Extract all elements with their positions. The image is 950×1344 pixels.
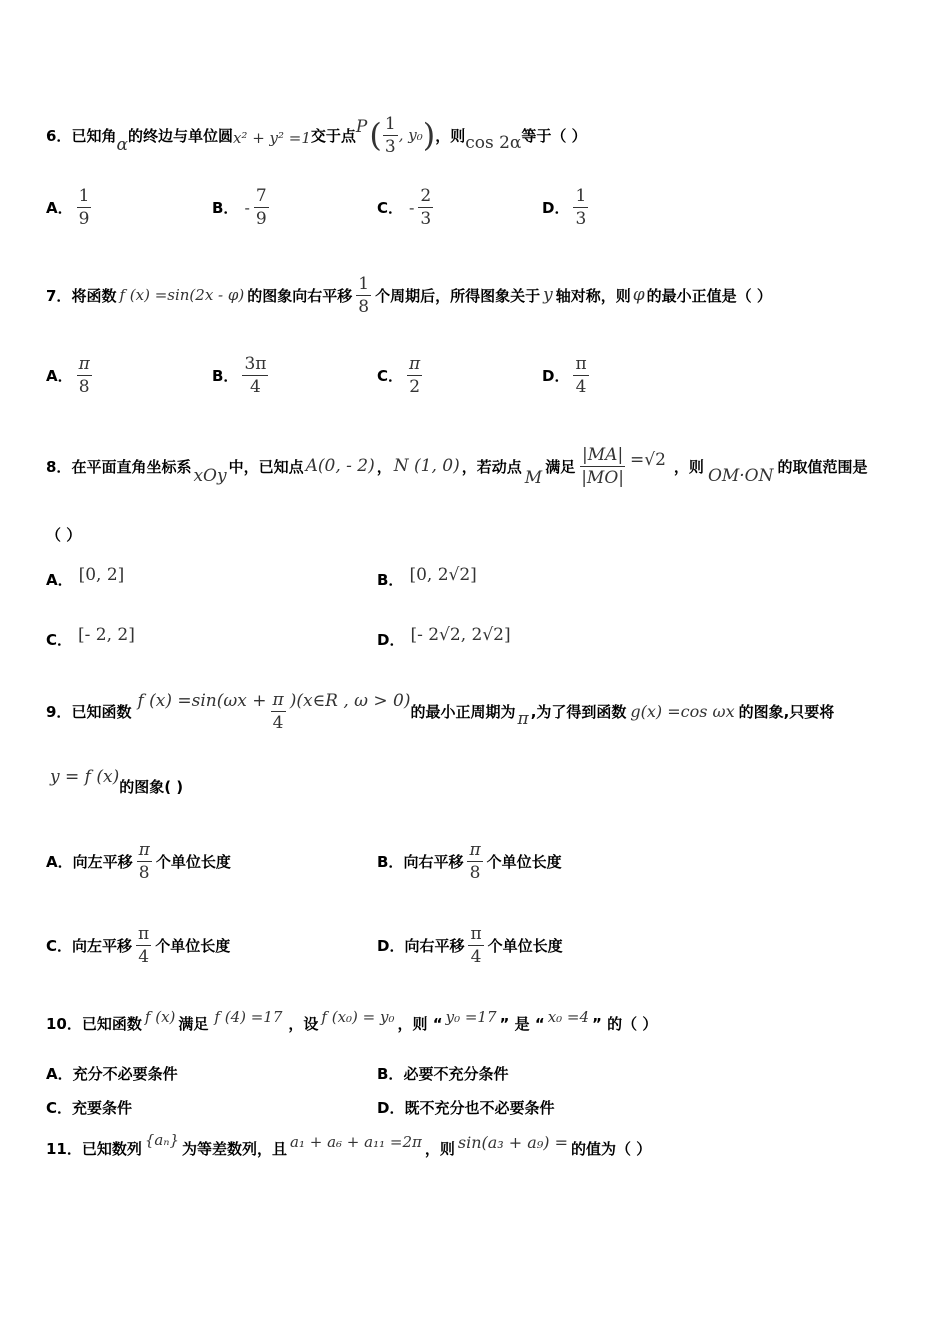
q6-option-c[interactable]: [377, 186, 437, 229]
option-value: [0, 2√2]: [409, 565, 477, 585]
q8-ratio: $\frac{|MA|}{|MO|}$: [581, 444, 625, 488]
q7-option-b[interactable]: [212, 354, 272, 397]
question-11: [46, 1130, 651, 1166]
q6-text-3: 交于点: [310, 126, 356, 145]
q10-x0: x₀ =4: [547, 1008, 590, 1026]
q11-number: 11．: [46, 1139, 82, 1158]
q10-text-6: ” 的（ ）: [592, 1014, 658, 1033]
q7-option-c[interactable]: [377, 354, 426, 397]
option-label: C．: [46, 937, 73, 955]
option-label: C．: [46, 630, 73, 649]
q10-option-a[interactable]: [46, 1063, 178, 1084]
q9-text-3: ,为了得到函数: [530, 702, 627, 721]
option-label: C．: [377, 199, 404, 217]
option-text-1: 向右平移: [403, 853, 464, 871]
question-9: [46, 682, 834, 740]
q8-dot-product: OM·ON: [707, 466, 774, 486]
q7-text-1: 将函数: [71, 286, 117, 305]
option-label: A．: [46, 1065, 73, 1083]
q9-line2-text: 的图象( ): [119, 778, 184, 796]
q9-fraction: $\frac{\pi}{4}$: [272, 689, 284, 733]
q8-text-3: ，若动点: [461, 457, 522, 476]
q6-circle-eq: x² + y² =1: [232, 129, 311, 147]
option-text: 充分不必要条件: [72, 1065, 178, 1083]
option-text-1: 向右平移: [404, 937, 465, 955]
q9-option-b[interactable]: [377, 840, 562, 883]
q10-text-5: ” 是 “: [499, 1014, 545, 1033]
q10-option-c[interactable]: [46, 1097, 132, 1118]
q9-func-b: )(x∈R , ω > 0): [289, 691, 411, 711]
q8-option-c[interactable]: [46, 624, 135, 654]
q10-option-d[interactable]: [377, 1097, 554, 1118]
q6-alpha: α: [116, 135, 128, 155]
q8-m: M: [524, 468, 543, 488]
q8-text-4: 满足: [545, 457, 576, 476]
option-value: [- 2√2, 2√2]: [410, 625, 511, 645]
option-fraction: $\frac{\pi}{4}$: [138, 924, 150, 967]
option-label: B．: [377, 853, 404, 871]
q7-text-4: 轴对称，则: [555, 286, 631, 305]
option-text-2: 个单位长度: [155, 937, 231, 955]
q9-number: 9．: [46, 702, 72, 721]
option-text: 既不充分也不必要条件: [404, 1099, 555, 1117]
option-text-2: 个单位长度: [155, 853, 231, 871]
option-fraction: $\frac{\pi}{8}$: [469, 840, 481, 883]
q8-text-2: 中，已知点: [228, 457, 304, 476]
q10-f4: f (4) =17: [214, 1008, 283, 1026]
q9-text-1: 已知函数: [71, 702, 132, 721]
q7-number: 7．: [46, 286, 72, 305]
option-fraction: $\frac{\pi}{8}$: [78, 354, 90, 397]
q10-y0: y₀ =17: [445, 1008, 497, 1026]
q11-sin: sin(a₃ + a₉) =: [457, 1132, 568, 1152]
option-fraction: $\frac{3\pi}{4}$: [244, 354, 267, 397]
q9-line-2: [46, 766, 184, 797]
q7-option-a[interactable]: [46, 354, 96, 397]
option-text-2: 个单位长度: [487, 937, 563, 955]
q9-text-4: 的图象,只要将: [738, 702, 835, 721]
option-label: C．: [377, 367, 404, 385]
q8-point-n: N (1, 0): [393, 456, 460, 476]
q9-g-function: g(x) =cos ωx: [630, 701, 735, 721]
option-fraction: $\frac{\pi}{4}$: [575, 354, 587, 397]
q9-pi: π: [517, 709, 529, 729]
option-fraction: $\frac{1}{3}$: [575, 186, 587, 229]
q10-text-1: 已知函数: [81, 1014, 142, 1033]
q8-sep: ，: [376, 457, 392, 476]
option-label: D．: [377, 1099, 405, 1117]
q9-option-c[interactable]: [46, 924, 230, 967]
q8-option-a[interactable]: [46, 564, 124, 594]
q9-option-d[interactable]: [377, 924, 563, 967]
option-sign: -: [409, 198, 415, 217]
option-label: D．: [542, 367, 570, 385]
q7-text-2: 的图象向右平移: [247, 286, 353, 305]
option-label: D．: [542, 199, 570, 217]
option-label: A．: [46, 570, 73, 589]
q8-number: 8．: [46, 457, 72, 476]
option-label: B．: [212, 367, 239, 385]
q6-point-p: P: [355, 117, 368, 137]
q10-fx: f (x): [144, 1008, 176, 1026]
q8-text-6: 的取值范围是: [777, 457, 868, 476]
q10-fx0: f (x₀) = y₀: [321, 1008, 395, 1026]
q9-text-2: 的最小正周期为: [410, 702, 516, 721]
q11-sum: a₁ + a₆ + a₁₁ =2π: [290, 1133, 422, 1151]
q7-fraction: $\frac{1}{8}$: [358, 273, 370, 317]
q6-cos2a: cos 2α: [465, 133, 522, 153]
option-fraction: $\frac{\pi}{4}$: [470, 924, 482, 967]
option-fraction: $\frac{\pi}{2}$: [409, 354, 421, 397]
option-label: A．: [46, 367, 73, 385]
q9-option-a[interactable]: [46, 840, 231, 883]
option-label: A．: [46, 853, 73, 871]
q8-point-a: A(0, - 2): [305, 456, 375, 476]
option-label: C．: [46, 1099, 73, 1117]
q11-sequence: {aₙ}: [144, 1131, 179, 1149]
q7-y: y: [543, 285, 553, 305]
q6-option-a[interactable]: [46, 186, 95, 229]
option-text: 必要不充分条件: [403, 1065, 509, 1083]
q9-y-eq-fx: y = f (x): [50, 766, 120, 787]
q11-text-3: ，则: [424, 1139, 455, 1158]
option-value: [- 2, 2]: [78, 625, 135, 645]
option-label: D．: [377, 937, 405, 955]
question-7: [46, 270, 772, 320]
question-10: [46, 1006, 657, 1040]
q10-text-4: ，则 “: [397, 1014, 443, 1033]
q10-number: 10．: [46, 1014, 82, 1033]
option-sign: -: [244, 198, 250, 217]
option-label: B．: [212, 199, 239, 217]
question-6: 6． 已知角 α 的终边与单位圆 x² + y² =1 交于点 P ( $\frac{1}{3}$ , y₀ ) ，则 cos 2α 等于（ ）: [46, 113, 587, 157]
q6-point-fraction: $\frac{1}{3}$: [384, 113, 396, 157]
q8-xoy: xOy: [193, 466, 227, 486]
q10-option-b[interactable]: [377, 1063, 508, 1084]
q8-paren: （ ）: [46, 526, 82, 544]
option-fraction: $\frac{7}{9}$: [255, 186, 267, 229]
q7-text-5: 的最小正值是（ ）: [646, 286, 772, 305]
q11-text-4: 的值为（ ）: [570, 1139, 652, 1158]
q8-option-d[interactable]: [377, 624, 511, 654]
option-text-1: 向左平移: [72, 937, 133, 955]
option-label: A．: [46, 199, 73, 217]
option-text: 充要条件: [72, 1099, 133, 1117]
q8-ratio-eq: =√2: [630, 450, 666, 470]
q7-text-3: 个周期后，所得图象关于: [375, 286, 541, 305]
q11-text-2: 为等差数列，且: [182, 1139, 288, 1158]
option-fraction: $\frac{2}{3}$: [420, 186, 432, 229]
option-label: B．: [377, 570, 404, 589]
q6-point-y0: , y₀: [398, 126, 423, 144]
question-8: [46, 436, 868, 496]
q11-text-1: 已知数列: [81, 1139, 142, 1158]
q6-text-2: 的终边与单位圆: [127, 126, 233, 145]
q7-phi: φ: [632, 285, 645, 305]
option-fraction: $\frac{1}{9}$: [78, 186, 90, 229]
q8-text-1: 在平面直角坐标系: [71, 457, 192, 476]
q9-func-a: f (x) =sin(ωx +: [137, 691, 267, 711]
q8-option-b[interactable]: [377, 564, 477, 594]
option-fraction: $\frac{\pi}{8}$: [138, 840, 150, 883]
option-value: [0, 2]: [78, 565, 125, 585]
q6-number: 6．: [46, 126, 72, 145]
q7-option-d[interactable]: [542, 354, 593, 397]
option-text-2: 个单位长度: [486, 853, 562, 871]
q6-option-d[interactable]: [542, 186, 592, 229]
q6-text-4: ，则: [435, 126, 466, 145]
q6-text-5: 等于（ ）: [521, 126, 587, 145]
q6-text-1: 已知角: [71, 126, 117, 145]
option-label: B．: [377, 1065, 404, 1083]
q6-option-b[interactable]: [212, 186, 273, 229]
q10-text-2: 满足: [178, 1014, 209, 1033]
q10-text-3: ，设: [288, 1014, 319, 1033]
option-label: D．: [377, 630, 405, 649]
q7-function: f (x) =sin(2x - φ): [119, 286, 245, 304]
q8-text-5: ，则: [673, 457, 704, 476]
option-text-1: 向左平移: [72, 853, 133, 871]
